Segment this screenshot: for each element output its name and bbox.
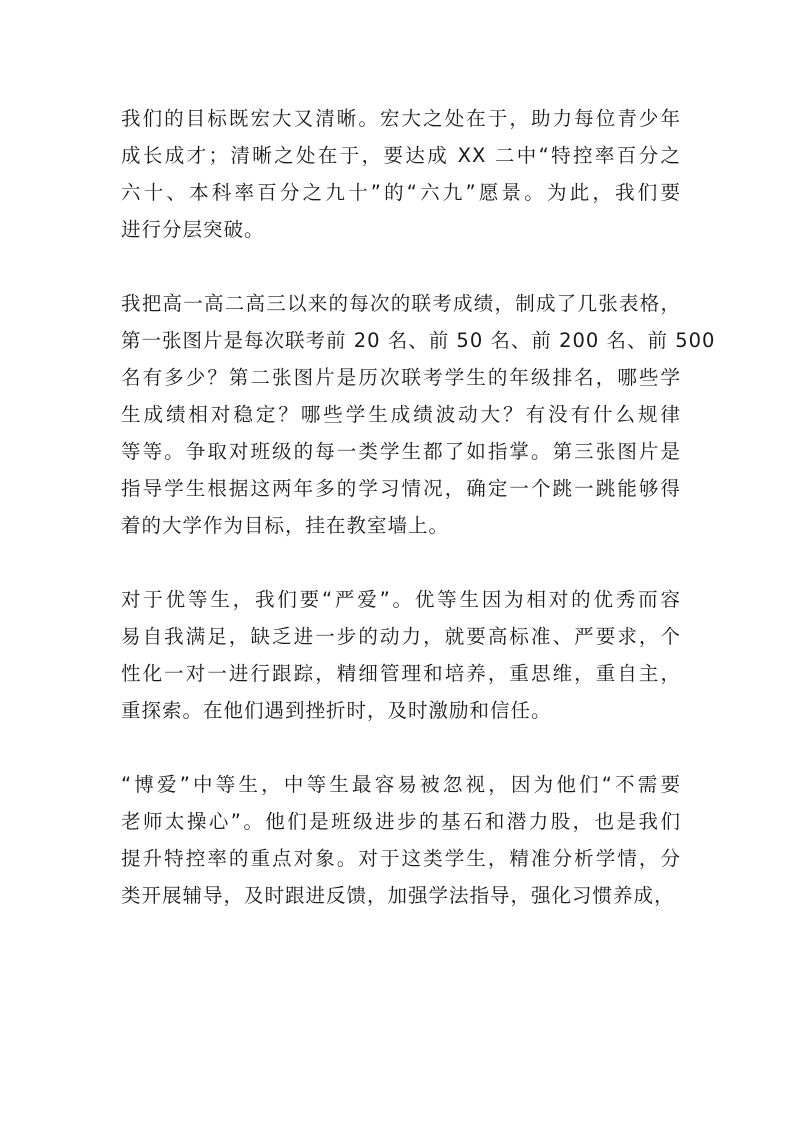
document-page — [121, 100, 716, 951]
text-line: 指导学生根据这两年多的学习情况，确定一个跳一跳能够得 — [121, 477, 681, 500]
text-line: 名有多少？第二张图片是历次联考学生的年级排名，哪些学 — [121, 366, 681, 389]
text-line: 成长成才；清晰之处在于，要达成 XX 二中“特控率百分之 — [121, 144, 681, 167]
text-line: 易自我满足，缺乏进一步的动力，就要高标准、严要求，个 — [121, 625, 681, 648]
text-line: 等等。争取对班级的每一类学生都了如指掌。第三张图片是 — [121, 440, 681, 463]
text-line: 性化一对一进行跟踪，精细管理和培养，重思维，重自主， — [121, 662, 681, 685]
paragraph-exam-tables — [121, 285, 716, 544]
text-line: “博爱”中等生，中等生最容易被忽视，因为他们“不需要 — [121, 773, 681, 796]
text-line: 我把高一高二高三以来的每次的联考成绩，制成了几张表格， — [121, 292, 681, 315]
text-line: 对于优等生，我们要“严爱”。优等生因为相对的优秀而容 — [121, 588, 681, 611]
text-line: 我们的目标既宏大又清晰。宏大之处在于，助力每位青少年 — [121, 107, 681, 130]
paragraph-top-students — [121, 581, 681, 729]
text-line: 进行分层突破。 — [121, 218, 265, 241]
text-line: 提升特控率的重点对象。对于这类学生，精准分析学情，分 — [121, 847, 681, 870]
paragraph-middle-students — [121, 766, 681, 914]
text-line: 六十、本科率百分之九十”的“六九”愿景。为此，我们要 — [121, 181, 681, 204]
text-line: 第一张图片是每次联考前 20 名、前 50 名、前 200 名、前 500 — [121, 329, 716, 352]
text-line: 老师太操心”。他们是班级进步的基石和潜力股，也是我们 — [121, 810, 681, 833]
text-line: 重探索。在他们遇到挫折时，及时激励和信任。 — [121, 699, 552, 722]
text-line: 类开展辅导，及时跟进反馈，加强学法指导，强化习惯养成， — [121, 884, 675, 907]
paragraph-goal — [121, 100, 681, 248]
text-line: 生成绩相对稳定？哪些学生成绩波动大？有没有什么规律 — [121, 403, 681, 426]
text-line: 着的大学作为目标，挂在教室墙上。 — [121, 514, 450, 537]
